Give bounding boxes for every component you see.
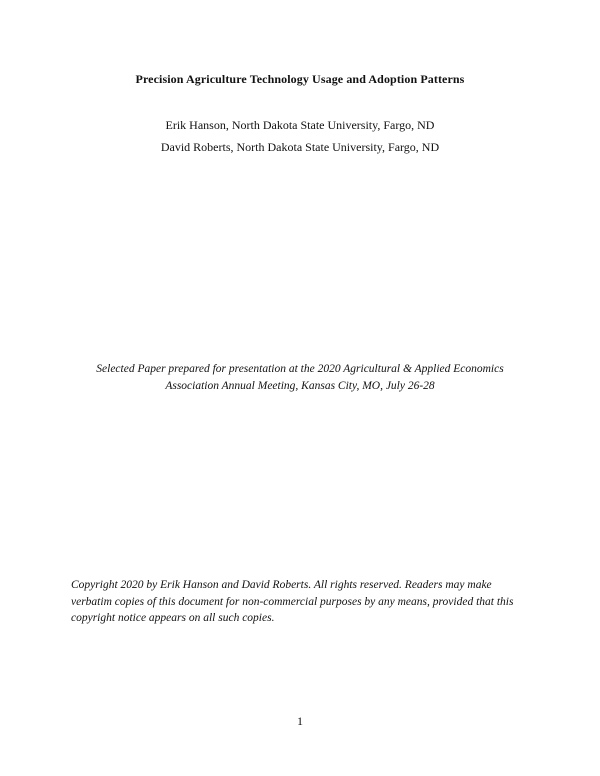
copyright-line-2: verbatim copies of this document for non-commercial purposes by any means, provided that this	[71, 595, 514, 608]
copyright-notice	[71, 577, 541, 627]
author-block	[0, 114, 600, 158]
author-1: Erik Hanson, North Dakota State University, Fargo, ND	[165, 118, 435, 132]
paper-title: Precision Agriculture Technology Usage and Adoption Patterns	[135, 72, 465, 86]
copyright-line-1: Copyright 2020 by Erik Hanson and David Roberts. All rights reserved. Readers may make	[71, 579, 492, 591]
venue-line-2: Association Annual Meeting, Kansas City, MO, July 26-28	[165, 380, 435, 392]
page-number: 1	[297, 714, 303, 728]
venue-statement	[0, 361, 600, 395]
copyright-line-3: copyright notice appears on all such copies.	[71, 612, 275, 624]
venue-line-1: Selected Paper prepared for presentation at the 2020 Agricultural & Applied Economics	[96, 363, 504, 375]
author-2: David Roberts, North Dakota State University, Fargo, ND	[160, 140, 440, 154]
